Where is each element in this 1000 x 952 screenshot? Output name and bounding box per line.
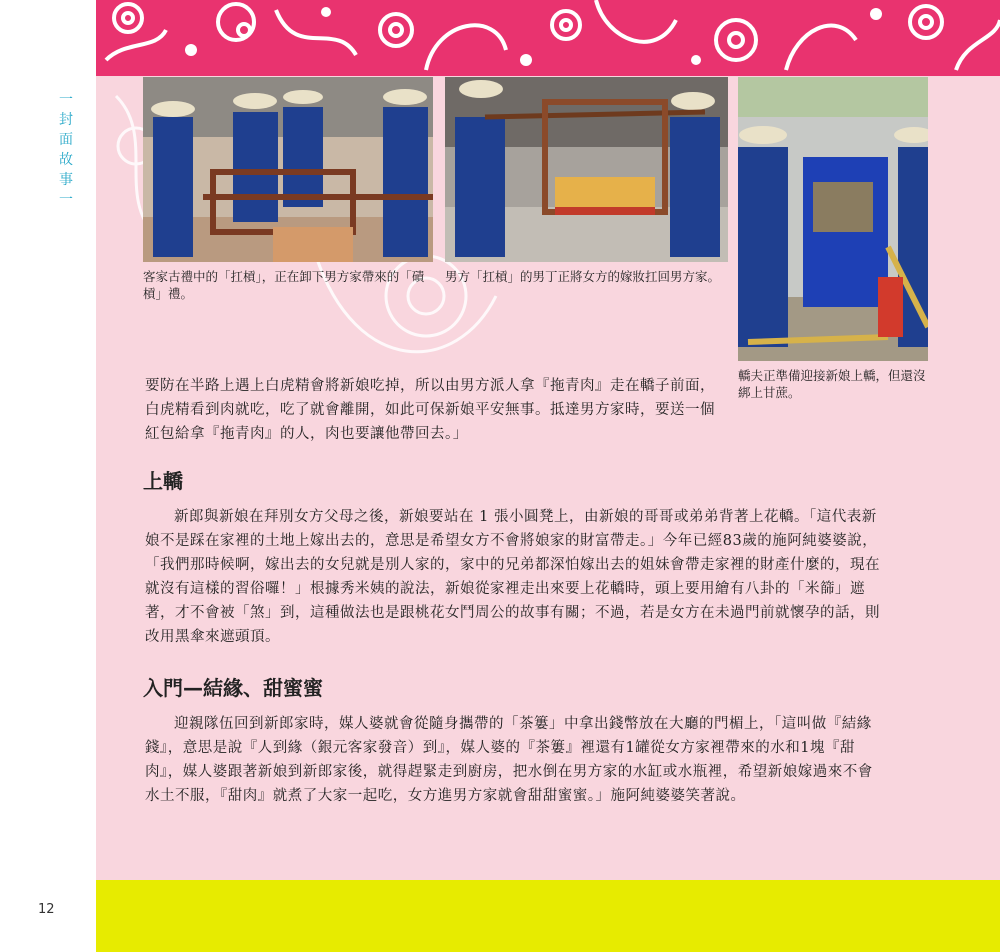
decorative-bottom-band <box>96 880 1000 952</box>
intro-paragraph: 要防在半路上遇上白虎精會將新娘吃掉，所以由男方派人拿『拖青肉』走在轎子前面，白虎精看到肉就吃，吃了就會離開，如此可保新娘平安無事。抵達男方家時，要送一個紅包給拿『拖青肉』的人，肉也要讓他帶回去。」 <box>145 378 715 442</box>
photo-carrying-dowry-back <box>445 77 728 262</box>
page-number: 12 <box>38 902 55 917</box>
section-tag-char: 故 <box>59 152 73 168</box>
photo-carrying-dowry-unload <box>143 77 433 262</box>
decorative-top-band <box>96 0 1000 76</box>
section-tag-char: 封 <box>59 112 73 128</box>
margin-column <box>0 0 96 952</box>
photo-sedan-bearers <box>738 77 928 361</box>
section-paragraph: 迎親隊伍回到新郎家時，媒人婆就會從隨身攜帶的「茶簍」中拿出錢幣放在大廳的門楣上，「這叫做『結緣錢』，意思是說『人到緣（銀元客家發音）到』，媒人婆的『茶簍』裡還有1罐從女方家裡帶來的水和1塊『甜肉』，媒人婆跟著新娘到新郎家後，就得趕緊走到廚房，把水倒在男方家的水缸或水瓶裡，希望新娘嫁過來不會水土不服，『甜肉』就煮了大家一起吃，女方進男方家就會甜甜蜜蜜。」施阿純婆婆笑著說。 <box>145 716 873 804</box>
section-tag-cover-story <box>56 90 76 210</box>
section-paragraph: 新郎與新娘在拜別女方父母之後，新娘要站在 1 張小圓凳上，由新娘的哥哥或弟弟背著上花轎。「這代表新娘不是踩在家裡的土地上嫁出去的，意思是希望女方不會將娘家的財富帶走。」今年已經83歲的施阿純婆婆說，「我們那時候啊，嫁出去的女兒就是別人家的，家中的兄弟都深怕嫁出去的姐妹會帶走家裡的財產什麼的，現在就沒有這樣的習俗囉！」根據秀米姨的說法，新娘從家裡走出來要上花轎時，頭上要用繪有八卦的「米篩」遮著，才不會被「煞」到，這種做法也是跟桃花女鬥周公的故事有關；不過，若是女方在未過門前就懷孕的話，則改用黑傘來遮頭頂。 <box>145 509 880 645</box>
section-heading: 入門—結緣、甜蜜蜜 <box>143 676 323 700</box>
photo-caption: 男方「扛槓」的男丁正將女方的嫁妝扛回男方家。 <box>445 269 721 284</box>
photo-caption: 客家古禮中的「扛槓」，正在卸下男方家帶來的「磧槓」禮。 <box>143 269 425 301</box>
swirl-pattern-icon <box>96 0 1000 76</box>
section-tag-char: 事 <box>59 172 73 188</box>
section-tag-char: 一 <box>59 92 73 108</box>
section-tag-char: 一 <box>59 192 73 208</box>
photo-caption: 轎夫正準備迎接新娘上轎，但還沒綁上甘蔗。 <box>738 368 926 400</box>
section-tag-char: 面 <box>59 132 73 148</box>
section-heading: 上轎 <box>143 469 183 493</box>
